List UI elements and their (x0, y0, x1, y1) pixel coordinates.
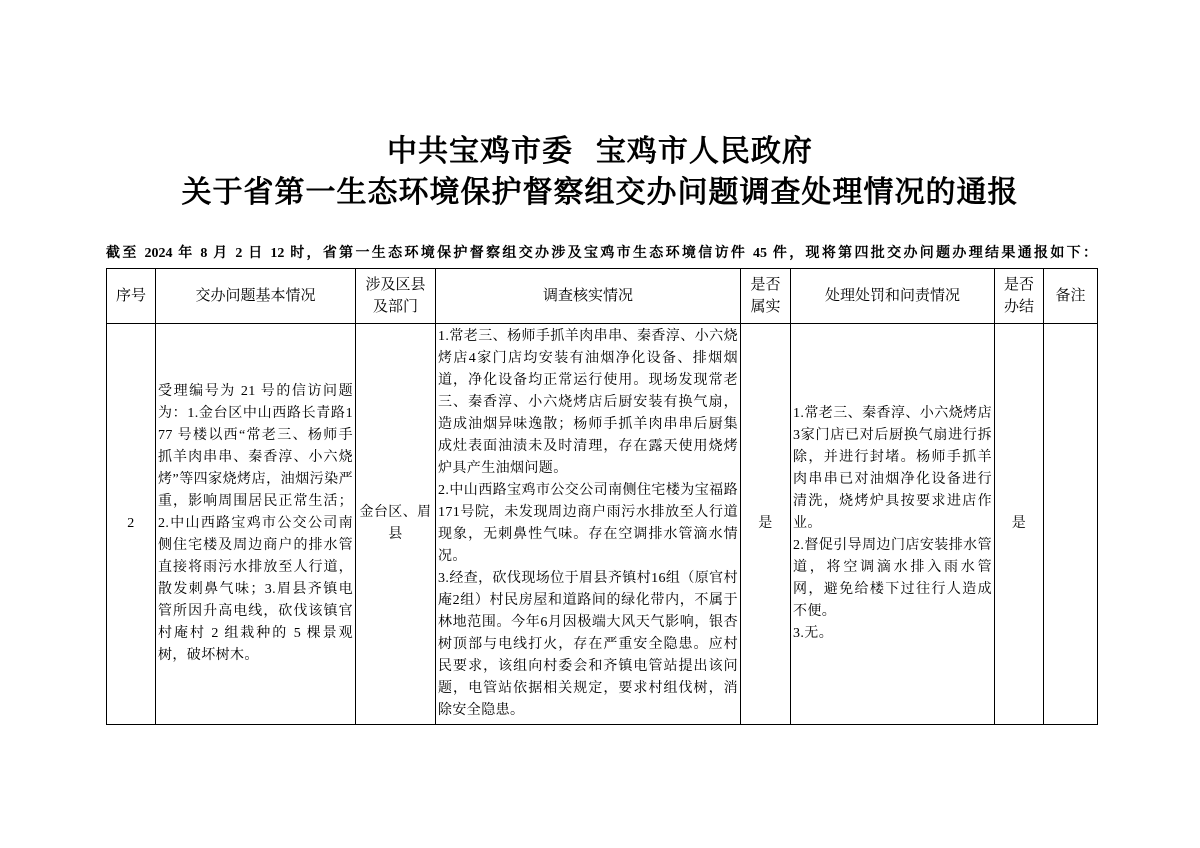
title-line-1: 中共宝鸡市委 宝鸡市人民政府 (387, 134, 813, 169)
header-completed: 是否 办结 (995, 269, 1044, 324)
header-remarks: 备注 (1044, 269, 1098, 324)
handling-item-3: 3.无。 (793, 626, 834, 641)
investigation-item-1: 1.常老三、杨师手抓羊肉串串、秦香淳、小六烧烤店4家门店均安装有油烟净化设备、排烟烟道，净化设备均正常运行使用。现场发现常老三、秦香淳、小六烧烤店后厨安装有换气扇，造成油烟异味逸散；杨师手抓羊肉串串后厨集成灶表面油渍未及时清理，存在露天使用烧烤炉具产生油烟问题。 (438, 329, 738, 476)
cell-handling (791, 324, 995, 725)
investigation-item-3: 3.经查，砍伐现场位于眉县齐镇村16组（原官村庵2组）村民房屋和道路间的绿化带内，不属于林地范围。今年6月因极端大风天气影响，银杏树顶部与电线打火，存在严重安全隐患。应村民要求，该组向村委会和齐镇电管站提出该问题，电管站依据相关规定，要求村组伐树，消除安全隐患。 (438, 571, 738, 718)
cell-investigation (436, 324, 741, 725)
table-header-row (107, 269, 1098, 324)
header-district: 涉及区县 及部门 (356, 269, 436, 324)
cell-problem: 受理编号为 21 号的信访问题为：1.金台区中山西路长青路177 号楼以西“常老三、杨师手抓羊肉串串、秦香淳、小六烧烤”等四家烧烤店，油烟污染严重，影响周围居民正常生活；2.中山西路宝鸡市公交公司南侧住宅楼及周边商户的排水管直接将雨污水排放至人行道，散发刺鼻气味；3.眉县齐镇电管所因升高电线，砍伐该镇官村庵村 2 组栽种的 5 棵景观树，破坏树木。 (156, 324, 356, 725)
cell-remarks (1044, 324, 1098, 725)
header-investigation: 调查核实情况 (436, 269, 741, 324)
header-verified: 是否 属实 (741, 269, 791, 324)
cell-district: 金台区、眉县 (356, 324, 436, 725)
cell-completed: 是 (995, 324, 1044, 725)
intro-paragraph: 截至 2024 年 8 月 2 日 12 时，省第一生态环境保护督察组交办涉及宝鸡市生态环境信访件 45 件，现将第四批交办问题办理结果通报如下： (106, 246, 1097, 261)
title-line-2: 关于省第一生态环境保护督察组交办问题调查处理情况的通报 (181, 175, 1019, 210)
report-table (106, 268, 1098, 725)
header-index: 序号 (107, 269, 156, 324)
investigation-item-2: 2.中山西路宝鸡市公交公司南侧住宅楼为宝福路171号院，未发现周边商户雨污水排放至人行道现象，无刺鼻性气味。存在空调排水管滴水情况。 (438, 483, 738, 564)
header-handling: 处理处罚和问责情况 (791, 269, 995, 324)
document-title (0, 131, 1200, 213)
header-problem: 交办问题基本情况 (156, 269, 356, 324)
table-row (107, 324, 1098, 725)
handling-item-2: 2.督促引导周边门店安装排水管道，将空调滴水排入雨水管网，避免给楼下过往行人造成不便。 (793, 538, 992, 619)
cell-verified: 是 (741, 324, 791, 725)
cell-index: 2 (107, 324, 156, 725)
handling-item-1: 1.常老三、秦香淳、小六烧烤店3家门店已对后厨换气扇进行拆除，并进行封堵。杨师手抓羊肉串串已对油烟净化设备进行清洗，烧烤炉具按要求进店作业。 (793, 406, 992, 531)
